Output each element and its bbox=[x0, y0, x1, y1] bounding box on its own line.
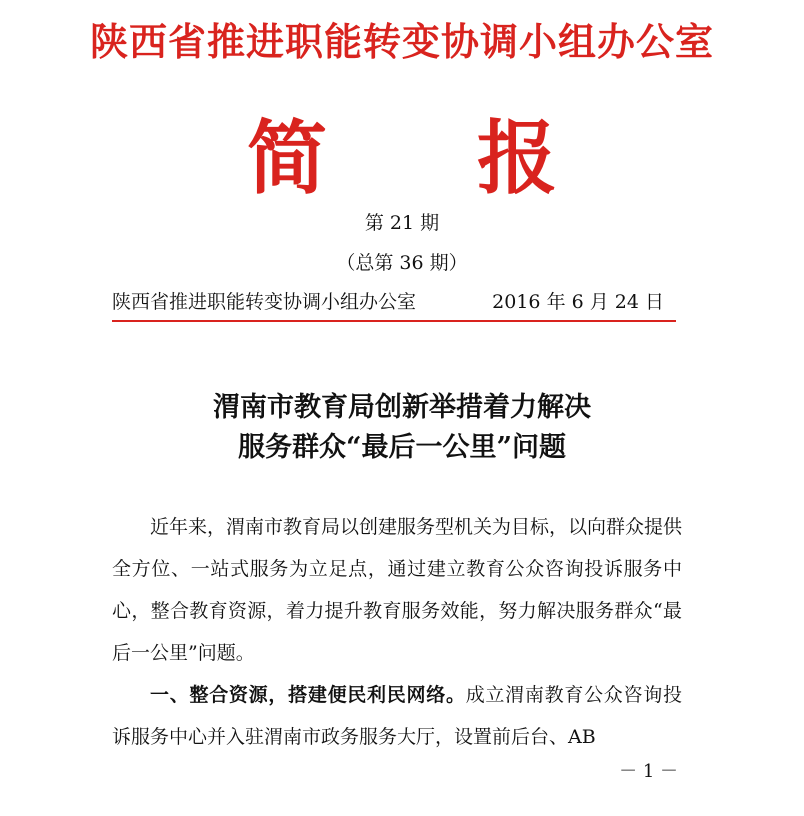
page-number: － 1 － bbox=[619, 761, 678, 782]
issue-number: 第 21 期 bbox=[364, 212, 440, 234]
total-issue-number: （总第 36 期） bbox=[336, 252, 468, 274]
article-title-line-2: 服务群众“最后一公里”问题 bbox=[237, 432, 567, 463]
article-title-line-1: 渭南市教育局创新举措着力解决 bbox=[213, 392, 591, 423]
bulletin-title bbox=[0, 110, 804, 206]
article-title bbox=[0, 388, 804, 468]
issuer-name: 陕西省推进职能转变协调小组办公室 bbox=[112, 291, 417, 313]
org-name-header: 陕西省推进职能转变协调小组办公室 bbox=[89, 19, 714, 64]
paragraph-intro: 近年来，渭南市教育局以创建服务型机关为目标，以向群众提供全方位、一站式服务为立足点，通过建立教育公众咨询投诉服务中心，整合教育资源，着力提升教育服务效能，努力解决服务群众“最后一公里”问题。 bbox=[112, 516, 683, 664]
paragraph-section-1 bbox=[112, 674, 682, 758]
red-divider-line bbox=[112, 320, 676, 322]
bulletin-title-char-1: 简 bbox=[247, 111, 327, 205]
section-1-text: 成立渭南教育公众咨询投诉服务中心并入驻渭南市政务服务大厅，设置前后台、AB bbox=[112, 684, 682, 748]
issue-date: 2016 年 6 月 24 日 bbox=[492, 291, 664, 313]
issuer-row bbox=[112, 288, 676, 318]
bulletin-title-char-2: 报 bbox=[477, 111, 557, 205]
section-1-heading: 一、整合资源，搭建便民利民网络。 bbox=[150, 684, 466, 706]
